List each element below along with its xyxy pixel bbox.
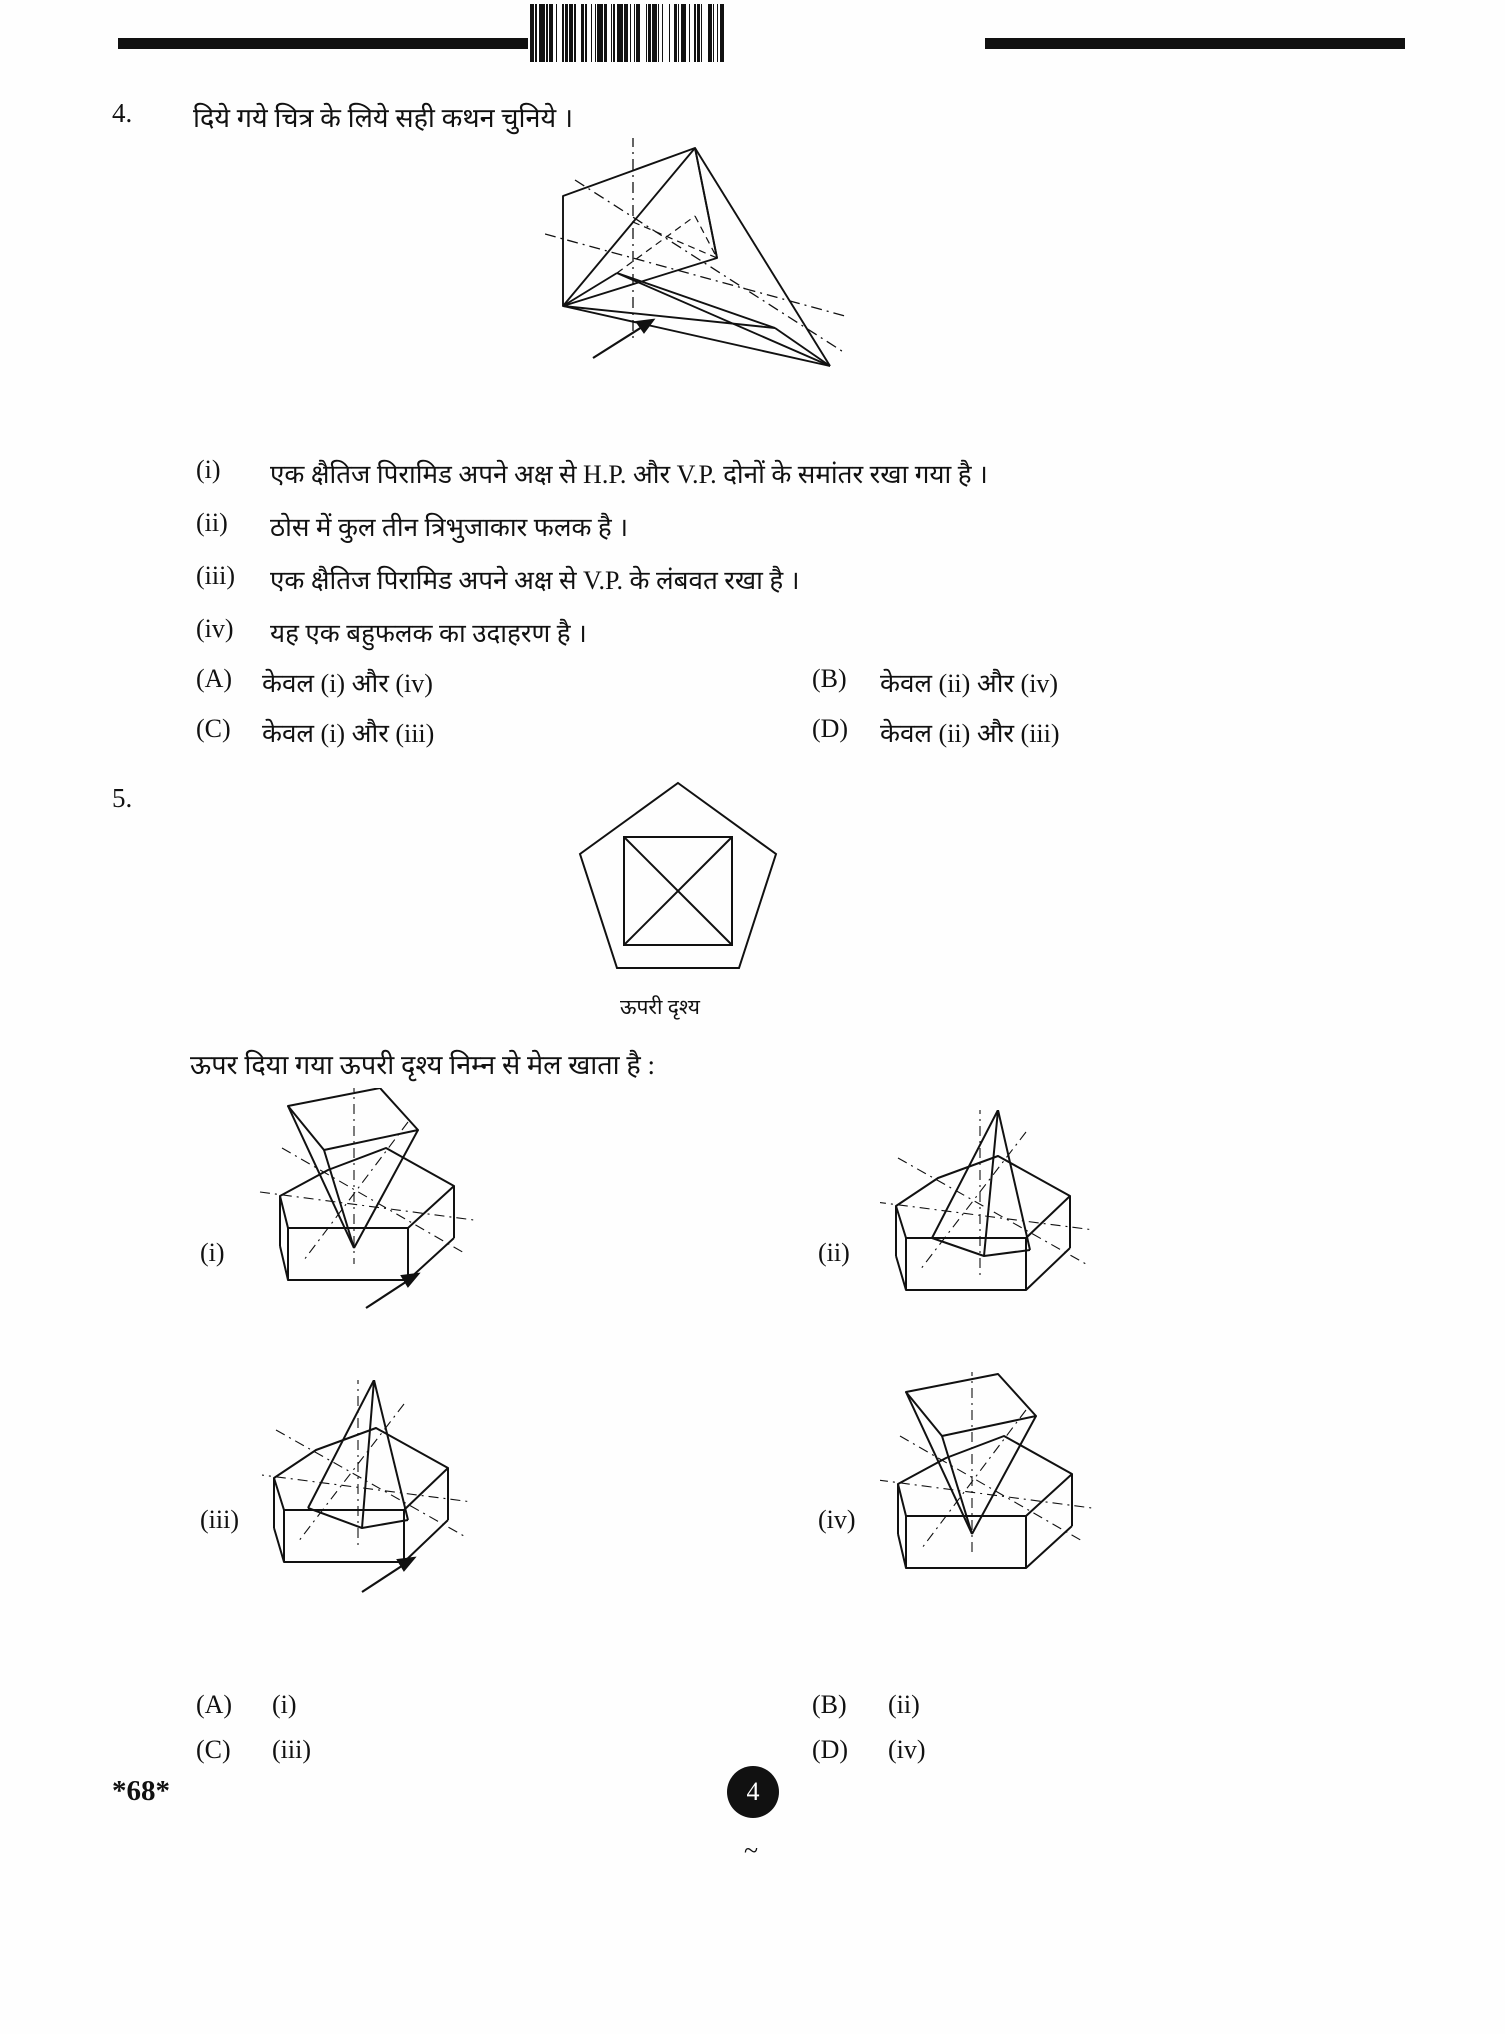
question-4-figure	[545, 138, 875, 418]
question-4-prompt: दिये गये चित्र के लिये सही कथन चुनिये ।	[193, 103, 574, 133]
header-rule-right	[985, 38, 1405, 49]
question-5-number: 5.	[112, 783, 133, 813]
q4-option-label-c[interactable]: (C)	[196, 714, 231, 743]
q4-option-text-c[interactable]: केवल (i) और (iii)	[262, 719, 435, 748]
q5-figure-ii	[880, 1110, 1130, 1400]
q5-figure-label-i: (i)	[200, 1238, 225, 1267]
q5-option-text-a[interactable]: (i)	[272, 1690, 297, 1719]
q5-figure-iii	[262, 1380, 512, 1670]
q5-figure-label-iii: (iii)	[200, 1505, 239, 1534]
q5-figure-label-ii: (ii)	[818, 1238, 850, 1267]
q5-figure-iv	[880, 1372, 1130, 1672]
question-4-number: 4.	[112, 98, 133, 128]
q4-option-text-b[interactable]: केवल (ii) और (iv)	[880, 669, 1059, 698]
q4-statement-text-ii: ठोस में कुल तीन त्रिभुजाकार फलक है ।	[270, 513, 629, 542]
q5-option-label-c[interactable]: (C)	[196, 1735, 231, 1764]
paper-code: *68*	[112, 1775, 170, 1807]
q4-option-label-d[interactable]: (D)	[812, 714, 849, 743]
q4-statement-label-iv: (iv)	[196, 614, 234, 643]
question-5-figure-caption: ऊपरी दृश्य	[620, 995, 700, 1019]
q4-option-label-a[interactable]: (A)	[196, 664, 233, 693]
q5-option-text-b[interactable]: (ii)	[888, 1690, 920, 1719]
q4-statement-label-ii: (ii)	[196, 508, 228, 537]
q4-option-text-a[interactable]: केवल (i) और (iv)	[262, 669, 433, 698]
q4-statement-label-iii: (iii)	[196, 561, 235, 590]
q5-option-label-d[interactable]: (D)	[812, 1735, 849, 1764]
barcode	[530, 4, 980, 62]
header-rule-left	[118, 38, 528, 49]
q5-figure-label-iv: (iv)	[818, 1505, 856, 1534]
page-number-badge: 4	[727, 1766, 779, 1818]
page-header	[0, 0, 1505, 75]
q4-statement-text-i: एक क्षैतिज पिरामिड अपने अक्ष से H.P. और V.P. दोनों के समांतर रखा गया है ।	[270, 460, 988, 489]
q5-option-text-d[interactable]: (iv)	[888, 1735, 926, 1764]
q4-statement-label-i: (i)	[196, 455, 221, 484]
q4-statement-text-iii: एक क्षैतिज पिरामिड अपने अक्ष से V.P. के लंबवत रखा है ।	[270, 566, 800, 595]
q4-statement-text-iv: यह एक बहुफलक का उदाहरण है ।	[270, 619, 587, 648]
question-5-top-view-figure	[568, 775, 788, 975]
q5-option-text-c[interactable]: (iii)	[272, 1735, 311, 1764]
question-5-prompt: ऊपर दिया गया ऊपरी दृश्य निम्न से मेल खाता है :	[190, 1050, 656, 1080]
q5-figure-i	[258, 1088, 508, 1388]
q4-option-text-d[interactable]: केवल (ii) और (iii)	[880, 719, 1060, 748]
q4-option-label-b[interactable]: (B)	[812, 664, 847, 693]
footer-tilde: ~	[744, 1836, 759, 1865]
q5-option-label-a[interactable]: (A)	[196, 1690, 233, 1719]
q5-option-label-b[interactable]: (B)	[812, 1690, 847, 1719]
